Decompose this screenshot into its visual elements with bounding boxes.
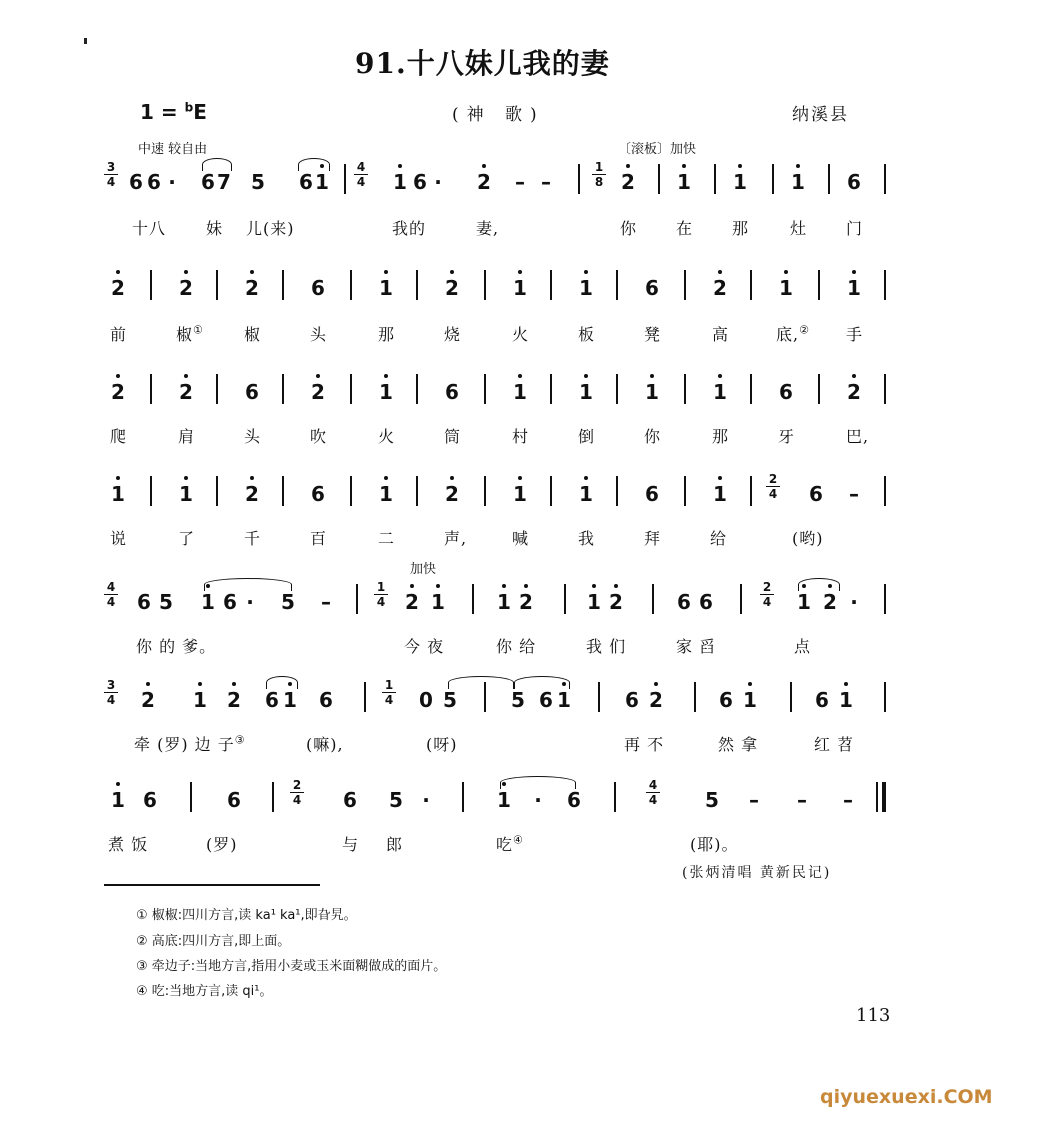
note: 6	[299, 170, 313, 194]
barline	[740, 584, 742, 614]
note: 2	[179, 380, 193, 404]
lyric: 灶	[790, 219, 808, 238]
note: 2	[445, 482, 459, 506]
note: 2	[245, 482, 259, 506]
note: –	[843, 788, 853, 812]
note: 1	[677, 170, 691, 194]
slur	[204, 578, 292, 591]
note: 5	[159, 590, 173, 614]
note: 6	[147, 170, 161, 194]
tempo-marking-faster: 加快	[410, 562, 437, 577]
lyric: 吹	[310, 427, 328, 446]
key-note: E	[193, 100, 207, 124]
note: 6	[227, 788, 241, 812]
barline	[884, 164, 886, 194]
lyric: (嘛),	[306, 735, 344, 754]
barline	[828, 164, 830, 194]
lyric: (呀)	[426, 735, 458, 754]
barline	[750, 374, 752, 404]
barline	[772, 164, 774, 194]
barline	[282, 270, 284, 300]
lyric: 手	[846, 325, 864, 344]
barline	[714, 164, 716, 194]
barline	[416, 476, 418, 506]
note: ·	[534, 788, 542, 812]
lyric: 郎	[386, 835, 404, 854]
note: 6	[319, 688, 333, 712]
barline	[614, 782, 616, 812]
notation-row-4	[0, 470, 1038, 512]
lyric: 你 的 爹。	[136, 637, 217, 656]
note: 6	[265, 688, 279, 712]
note: 1	[283, 688, 297, 712]
lyric: 二	[378, 529, 396, 548]
barline	[272, 782, 274, 812]
time-signature: $\frac{2}{4}$	[766, 472, 780, 501]
note: 1	[579, 276, 593, 300]
lyric: 你	[620, 219, 638, 238]
note: 1	[513, 482, 527, 506]
time-signature: $\frac{4}{4}$	[354, 160, 368, 189]
note: 1	[201, 590, 215, 614]
lyrics-row-6	[0, 728, 1038, 756]
lyric: 牵 (罗) 边 子	[134, 735, 235, 754]
slur	[266, 676, 298, 689]
note: 2	[477, 170, 491, 194]
barline	[578, 164, 580, 194]
note: 6	[445, 380, 459, 404]
note: 1	[315, 170, 329, 194]
lyric: 百	[310, 529, 328, 548]
note: 1	[111, 788, 125, 812]
lyric: 肩	[178, 427, 196, 446]
barline	[616, 270, 618, 300]
note: –	[749, 788, 759, 812]
note: 1	[791, 170, 805, 194]
footnote-mark: ④	[513, 833, 524, 847]
note: 1	[179, 482, 193, 506]
lyric: 那	[732, 219, 750, 238]
time-signature: $\frac{2}{4}$	[760, 580, 774, 609]
note: 6	[567, 788, 581, 812]
performer-credit: (张炳清唱 黄新民记)	[682, 865, 832, 881]
note: 1	[645, 380, 659, 404]
tempo-marking-gunban: 〔滚板〕加快	[618, 142, 697, 157]
lyric: 门	[846, 219, 864, 238]
notation-row-1	[0, 158, 1038, 200]
note: 6	[677, 590, 691, 614]
lyric: 爬	[110, 427, 128, 446]
lyrics-row-5	[0, 630, 1038, 658]
note: 6	[645, 276, 659, 300]
note: 6	[201, 170, 215, 194]
barline	[364, 682, 366, 712]
note: 2	[713, 276, 727, 300]
barline	[344, 164, 346, 194]
note: 2	[445, 276, 459, 300]
time-signature: $\frac{1}{4}$	[374, 580, 388, 609]
lyric: 板	[578, 325, 596, 344]
key-flat: b	[184, 100, 194, 115]
lyric: 千	[244, 529, 262, 548]
note: 2	[179, 276, 193, 300]
note: 6	[699, 590, 713, 614]
key-prefix: 1 =	[140, 100, 185, 124]
slur	[202, 158, 232, 171]
lyrics-row-3	[0, 420, 1038, 448]
time-signature: $\frac{2}{4}$	[290, 778, 304, 807]
footnote-3: ③ 牵边子:当地方言,指用小麦或玉米面糊做成的面片。	[136, 959, 447, 974]
note: 6	[143, 788, 157, 812]
barline	[350, 270, 352, 300]
lyric: (罗)	[206, 835, 238, 854]
slur	[500, 776, 576, 789]
lyric: 椒	[244, 325, 262, 344]
note: ·	[246, 590, 254, 614]
barline	[818, 374, 820, 404]
notation-row-5	[0, 578, 1038, 620]
note: 1	[379, 276, 393, 300]
barline	[684, 374, 686, 404]
note: 6	[223, 590, 237, 614]
note: 1	[743, 688, 757, 712]
barline	[462, 782, 464, 812]
note: 6	[137, 590, 151, 614]
note: 1	[579, 482, 593, 506]
note: 5	[281, 590, 295, 614]
barline	[550, 374, 552, 404]
slur	[798, 578, 840, 591]
barline	[350, 476, 352, 506]
note: 0	[419, 688, 433, 712]
lyric-with-footnote	[134, 732, 246, 755]
note: 6	[539, 688, 553, 712]
note: ·	[434, 170, 442, 194]
lyric: 头	[310, 325, 328, 344]
footnote-1: ① 椒椒:四川方言,读 ka¹ ka¹,即旮旯。	[136, 908, 357, 923]
note: 6	[129, 170, 143, 194]
lyric: 巴,	[846, 427, 870, 446]
time-signature: $\frac{4}{4}$	[104, 580, 118, 609]
time-signature: $\frac{1}{8}$	[592, 160, 606, 189]
note: 7	[217, 170, 231, 194]
barline	[652, 584, 654, 614]
page-number: 113	[856, 1005, 891, 1026]
barline	[416, 374, 418, 404]
note: 2	[823, 590, 837, 614]
note: 1	[579, 380, 593, 404]
lyric: 牙	[778, 427, 796, 446]
barline	[282, 476, 284, 506]
lyric: 火	[512, 325, 530, 344]
barline	[350, 374, 352, 404]
note: 6	[625, 688, 639, 712]
barline	[484, 374, 486, 404]
slur	[448, 676, 514, 689]
note: 6	[719, 688, 733, 712]
lyric: 你 给	[496, 637, 537, 656]
footnote-4: ④ 吃:当地方言,读 qi¹。	[136, 984, 273, 999]
note: 1	[797, 590, 811, 614]
barline	[658, 164, 660, 194]
note: 1	[497, 788, 511, 812]
lyric-with-footnote	[176, 322, 204, 345]
barline	[616, 374, 618, 404]
notation-row-6	[0, 676, 1038, 718]
barline	[818, 270, 820, 300]
barline	[884, 374, 886, 404]
footnote-mark: ①	[193, 323, 204, 337]
note: 2	[621, 170, 635, 194]
note: –	[849, 482, 859, 506]
note: 2	[245, 276, 259, 300]
lyric: 了	[178, 529, 196, 548]
time-signature: $\frac{3}{4}$	[104, 160, 118, 189]
barline	[216, 270, 218, 300]
note: 6	[847, 170, 861, 194]
lyric: 我	[578, 529, 596, 548]
lyric: 我 们	[586, 637, 627, 656]
note: 1	[379, 380, 393, 404]
barline	[750, 270, 752, 300]
barline	[282, 374, 284, 404]
note: –	[321, 590, 331, 614]
note: 5	[511, 688, 525, 712]
barline	[150, 270, 152, 300]
note: 6	[809, 482, 823, 506]
footnote-mark: ③	[234, 733, 246, 747]
lyric: 倒	[578, 427, 596, 446]
note: ·	[850, 590, 858, 614]
lyric: 火	[378, 427, 396, 446]
lyric: 你	[644, 427, 662, 446]
barline	[598, 682, 600, 712]
notation-row-2	[0, 264, 1038, 306]
note: 1	[193, 688, 207, 712]
lyric: 高	[712, 325, 730, 344]
note: 1	[839, 688, 853, 712]
footnote-mark: ②	[799, 323, 810, 337]
lyric: 然 拿	[718, 735, 759, 754]
note: ·	[422, 788, 430, 812]
barline	[472, 584, 474, 614]
note: 1	[111, 482, 125, 506]
lyric: 红 苕	[814, 735, 855, 754]
notation-row-7	[0, 776, 1038, 818]
lyric: 在	[676, 219, 694, 238]
time-signature: $\frac{3}{4}$	[104, 678, 118, 707]
note: 2	[141, 688, 155, 712]
lyric: 儿(来)	[246, 219, 295, 238]
note: 5	[251, 170, 265, 194]
lyric: 煮 饭	[108, 835, 149, 854]
slur	[514, 676, 570, 689]
lyric: 底,	[776, 325, 800, 344]
barline	[216, 374, 218, 404]
lyric: 拜	[644, 529, 662, 548]
time-signature: $\frac{4}{4}$	[646, 778, 660, 807]
note: –	[515, 170, 525, 194]
note: –	[541, 170, 551, 194]
barline	[884, 584, 886, 614]
note: 1	[393, 170, 407, 194]
note: 2	[311, 380, 325, 404]
note: 1	[713, 482, 727, 506]
note: 1	[431, 590, 445, 614]
note: 1	[513, 276, 527, 300]
song-title: 91.十八妹儿我的妻	[355, 47, 610, 80]
note: 6	[815, 688, 829, 712]
note: 1	[587, 590, 601, 614]
note: –	[797, 788, 807, 812]
barline	[750, 476, 752, 506]
note: 6	[413, 170, 427, 194]
song-genre: (神 歌)	[452, 105, 545, 125]
note: 5	[443, 688, 457, 712]
key-signature	[140, 100, 207, 124]
note: ·	[168, 170, 176, 194]
lyric-with-footnote	[496, 832, 524, 855]
barline	[550, 270, 552, 300]
barline	[684, 476, 686, 506]
note: 2	[519, 590, 533, 614]
barline	[564, 584, 566, 614]
lyric: 村	[512, 427, 530, 446]
note: 2	[609, 590, 623, 614]
note: 6	[311, 482, 325, 506]
lyric: 喊	[512, 529, 530, 548]
note: 5	[705, 788, 719, 812]
note: 1	[779, 276, 793, 300]
barline	[884, 682, 886, 712]
lyric: 再 不	[624, 735, 665, 754]
lyric: 妻,	[476, 219, 500, 238]
barline	[684, 270, 686, 300]
footnote-divider	[104, 884, 320, 886]
note: 1	[733, 170, 747, 194]
barline	[790, 682, 792, 712]
note: 6	[245, 380, 259, 404]
note: 1	[513, 380, 527, 404]
lyric: 点	[794, 637, 812, 656]
note: 2	[405, 590, 419, 614]
lyric: 十八	[132, 219, 167, 238]
lyrics-row-4	[0, 522, 1038, 550]
lyric: 今 夜	[404, 637, 445, 656]
corner-mark	[84, 38, 87, 44]
note: 2	[111, 276, 125, 300]
note: 2	[649, 688, 663, 712]
slur	[298, 158, 330, 171]
lyric: 说	[110, 529, 128, 548]
note: 1	[713, 380, 727, 404]
lyric: 吃	[496, 835, 514, 854]
lyric: 前	[110, 325, 128, 344]
lyric: 筒	[444, 427, 462, 446]
lyric-with-footnote	[776, 322, 810, 345]
lyric: 那	[378, 325, 396, 344]
barline	[416, 270, 418, 300]
song-county: 纳溪县	[792, 105, 849, 125]
note: 6	[311, 276, 325, 300]
notation-row-3	[0, 368, 1038, 410]
lyric: 烧	[444, 325, 462, 344]
lyric: 椒	[176, 325, 194, 344]
lyric: 那	[712, 427, 730, 446]
note: 2	[227, 688, 241, 712]
barline	[150, 476, 152, 506]
watermark-logo: qiyuexuexi.COM	[820, 1086, 993, 1108]
lyric: 与	[342, 835, 360, 854]
barline	[550, 476, 552, 506]
note: 2	[111, 380, 125, 404]
lyric: 声,	[444, 529, 468, 548]
note: 5	[389, 788, 403, 812]
barline	[694, 682, 696, 712]
lyrics-row-2	[0, 318, 1038, 346]
note: 6	[343, 788, 357, 812]
lyric: 头	[244, 427, 262, 446]
barline	[150, 374, 152, 404]
barline	[190, 782, 192, 812]
note: 6	[645, 482, 659, 506]
barline	[884, 476, 886, 506]
barline	[616, 476, 618, 506]
barline	[884, 270, 886, 300]
lyrics-row-7	[0, 828, 1038, 856]
barline	[484, 476, 486, 506]
lyric: 凳	[644, 325, 662, 344]
barline	[356, 584, 358, 614]
lyric: 给	[710, 529, 728, 548]
tempo-marking-start: 中速 较自由	[138, 142, 208, 157]
lyric: 我的	[392, 219, 427, 238]
lyric: (耶)。	[690, 835, 739, 854]
lyric: (哟)	[792, 529, 824, 548]
lyrics-row-1	[0, 212, 1038, 240]
note: 2	[847, 380, 861, 404]
barline	[484, 270, 486, 300]
time-signature: $\frac{1}{4}$	[382, 678, 396, 707]
note: 1	[847, 276, 861, 300]
footnote-2: ② 高底:四川方言,即上面。	[136, 934, 291, 949]
note: 6	[779, 380, 793, 404]
lyric: 妹	[206, 219, 224, 238]
lyric: 家 舀	[676, 637, 717, 656]
note: 1	[557, 688, 571, 712]
barline	[216, 476, 218, 506]
barline	[876, 782, 878, 812]
note: 1	[497, 590, 511, 614]
note: 1	[379, 482, 393, 506]
